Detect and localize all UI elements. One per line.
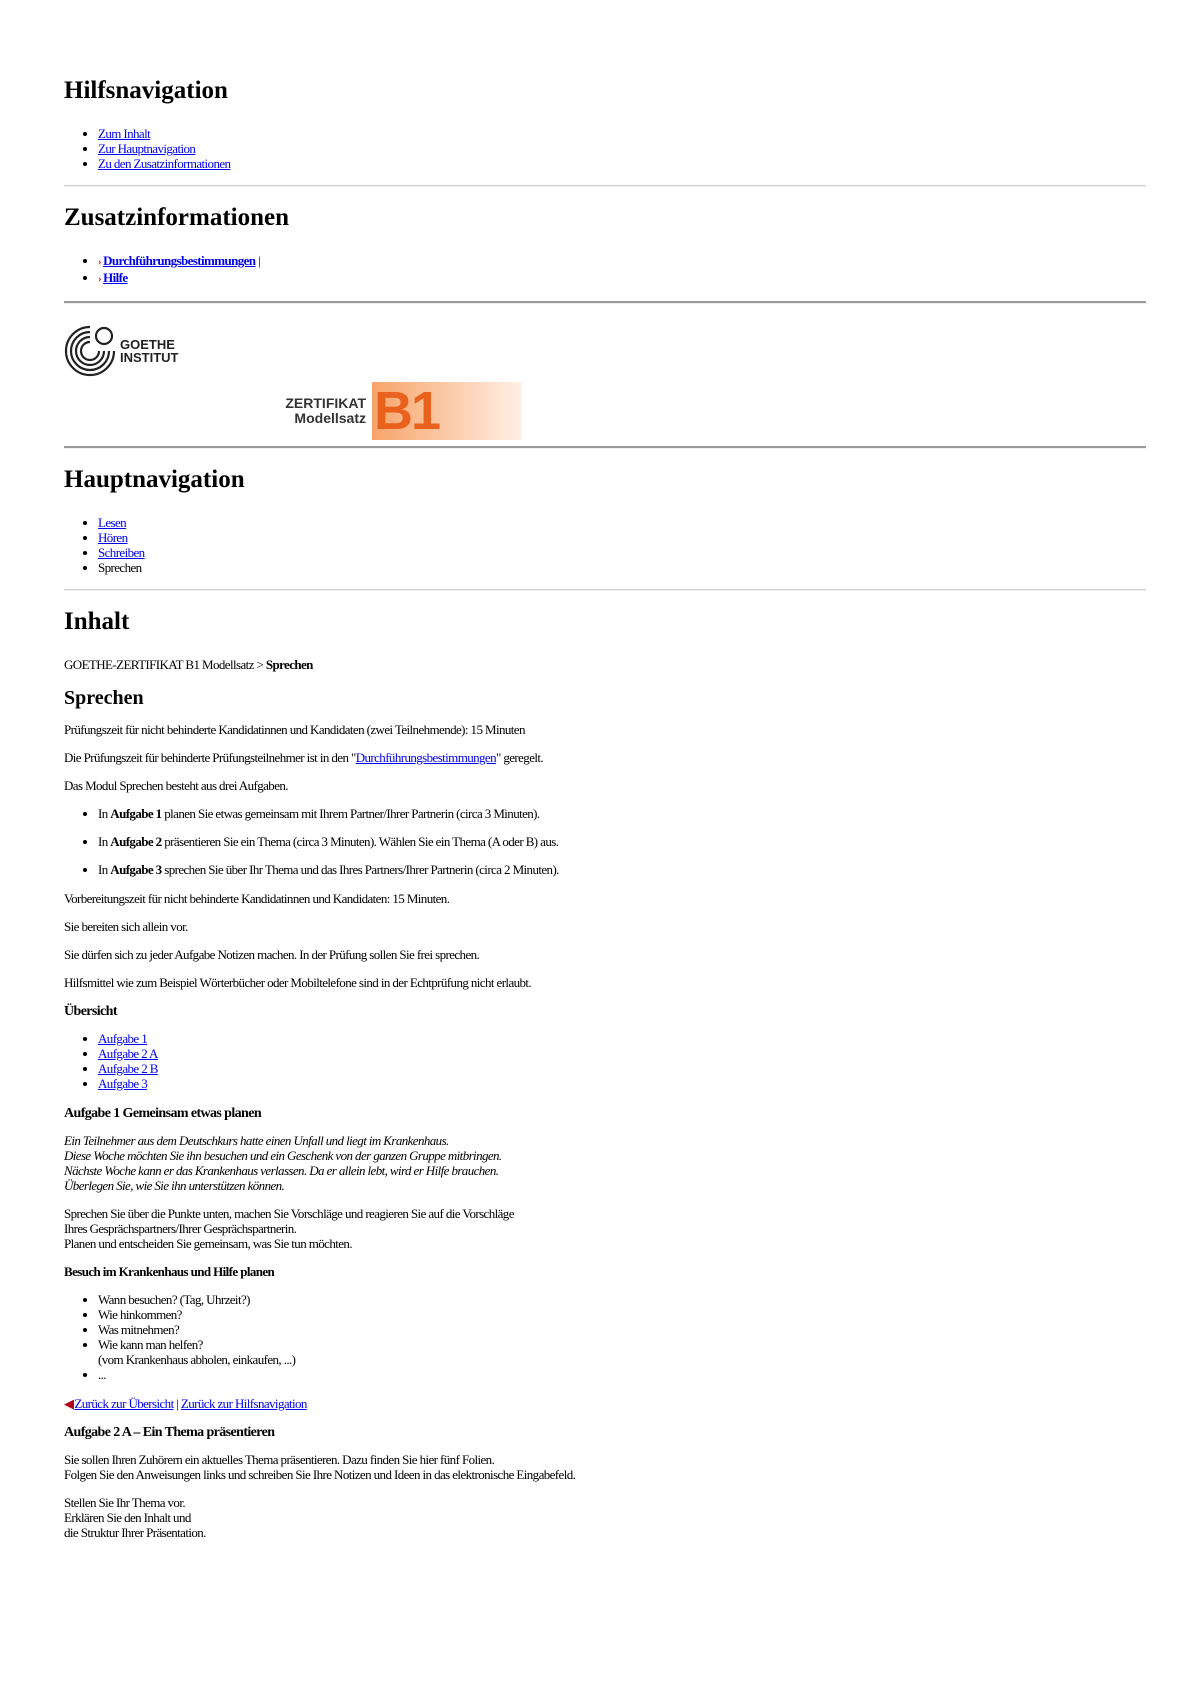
breadcrumb-prefix: GOETHE-ZERTIFIKAT B1 Modellsatz > (64, 657, 266, 672)
task-label: Aufgabe 2 (110, 834, 162, 849)
list-item (98, 834, 1146, 849)
overview-list (64, 1031, 1146, 1091)
aufgabe2a-steps (64, 1495, 1146, 1540)
aufgabe2a-title: Aufgabe 2 A – Ein Thema präsentieren (64, 1425, 275, 1440)
chevron-right-icon: › (98, 273, 102, 285)
scenario-line: Ein Teilnehmer aus dem Deutschkurs hatte einen Unfall und liegt im Krankenhaus. (64, 1133, 449, 1148)
point-subtext: (vom Krankenhaus abholen, einkaufen, ...) (98, 1352, 296, 1367)
chevron-right-icon: › (98, 256, 102, 268)
goethe-line1: GOETHE (120, 337, 175, 352)
list-item (98, 1337, 1146, 1367)
list-item (98, 545, 1146, 560)
divider (64, 185, 1146, 187)
link-zum-inhalt[interactable]: Zum Inhalt (98, 126, 151, 141)
back-arrow-icon: ◀ (64, 1396, 74, 1411)
scenario-line: Nächste Woche kann er das Krankenhaus verlassen. Da er allein lebt, wird er Hilfe brauchen. (64, 1163, 499, 1178)
goethe-logo-mark-icon (64, 325, 116, 377)
allein-text: Sie bereiten sich allein vor. (64, 919, 188, 934)
list-item (98, 141, 1146, 156)
goethe-line2: INSTITUT (120, 350, 179, 365)
text-segment: Die Prüfungszeit für behinderte Prüfungsteilnehmer ist in den " (64, 750, 356, 765)
behinderte-text (64, 750, 1146, 765)
point-text: Wie kann man helfen? (98, 1337, 203, 1352)
intro-line: Sie sollen Ihren Zuhörern ein aktuelles Thema präsentieren. Dazu finden Sie hier fünf Folien. (64, 1452, 495, 1467)
aufgabe1-scenario (64, 1133, 1146, 1193)
aufgabe1-points (64, 1292, 1146, 1382)
page (64, 0, 1146, 1540)
vorbereitungszeit-text: Vorbereitungszeit für nicht behinderte Kandidatinnen und Kandidaten: 15 Minuten. (64, 891, 450, 906)
list-item (98, 1061, 1146, 1076)
list-item (98, 1046, 1146, 1061)
back-links (64, 1396, 1146, 1411)
link-aufgabe-3[interactable]: Aufgabe 3 (98, 1076, 148, 1091)
section-title: Sprechen (64, 687, 144, 709)
link-durchfuehrungsbestimmungen-inline[interactable]: Durchführungsbestimmungen (355, 750, 496, 765)
scenario-line: Überlegen Sie, wie Sie ihn unterstützen können. (64, 1178, 285, 1193)
link-aufgabe-2a[interactable]: Aufgabe 2 A (98, 1046, 158, 1061)
b1-badge: B1 (374, 381, 440, 441)
list-item (98, 270, 1146, 287)
list-item (98, 862, 1146, 877)
task-label: Aufgabe 1 (110, 806, 162, 821)
banner-line2: Modellsatz (294, 410, 366, 426)
task-label: Aufgabe 3 (110, 862, 162, 877)
link-zu-zusatzinformationen[interactable]: Zu den Zusatzinformationen (98, 156, 231, 171)
nav-lesen[interactable]: Lesen (98, 515, 127, 530)
link-zur-hauptnavigation[interactable]: Zur Hauptnavigation (98, 141, 196, 156)
instruction-line: Planen und entscheiden Sie gemeinsam, was Sie tun möchten. (64, 1236, 352, 1251)
text-segment: sprechen Sie über Ihr Thema und das Ihres Partners/Ihrer Partnerin (circa 2 Minuten). (161, 862, 559, 877)
link-zurueck-uebersicht[interactable]: Zurück zur Übersicht (74, 1396, 174, 1411)
hauptnav-title: Hauptnavigation (64, 466, 245, 493)
hilfsmittel-text: Hilfsmittel wie zum Beispiel Wörterbücher oder Mobiltelefone sind in der Echtprüfung nicht erlaubt. (64, 975, 532, 990)
divider (64, 301, 1146, 304)
instruction-line: Ihres Gesprächspartners/Ihrer Gesprächspartnerin. (64, 1221, 297, 1236)
list-item: • ... (98, 1367, 1146, 1382)
step-line: Erklären Sie den Inhalt und (64, 1510, 191, 1525)
list-item (98, 560, 1146, 575)
step-line: die Struktur Ihrer Präsentation. (64, 1525, 206, 1540)
separator: | (258, 253, 261, 268)
divider (64, 446, 1146, 449)
instruction-line: Sprechen Sie über die Punkte unten, machen Sie Vorschläge und reagieren Sie auf die Vorschläge (64, 1206, 514, 1221)
link-durchfuehrungsbestimmungen[interactable]: Durchführungsbestimmungen (103, 253, 256, 268)
modul-text: Das Modul Sprechen besteht aus drei Aufgaben. (64, 778, 288, 793)
notizen-text: Sie dürfen sich zu jeder Aufgabe Notizen machen. In der Prüfung sollen Sie frei sprechen. (64, 947, 480, 962)
text-segment: In (98, 806, 111, 821)
aufgabe1-subtitle (64, 1264, 1146, 1279)
overview-title: Übersicht (64, 1004, 117, 1019)
inhalt-title: Inhalt (64, 608, 130, 635)
text-segment: " geregelt. (495, 750, 544, 765)
list-item (98, 1076, 1146, 1091)
text-segment: In (98, 862, 111, 877)
link-hilfe[interactable]: Hilfe (103, 270, 128, 285)
intro-line: Folgen Sie den Anweisungen links und schreiben Sie Ihre Notizen und Ideen in das elektronische Eingabefeld. (64, 1467, 576, 1482)
list-item: • Wie hinkommen? (98, 1307, 1146, 1322)
subtitle-text: Besuch im Krankenhaus und Hilfe planen (64, 1264, 275, 1279)
tasks-list (64, 806, 1146, 877)
list-item: • Was mitnehmen? (98, 1322, 1146, 1337)
step-line: Stellen Sie Ihr Thema vor. (64, 1495, 185, 1510)
list-item (98, 253, 1146, 270)
link-zurueck-hilfsnavigation[interactable]: Zurück zur Hilfsnavigation (180, 1396, 307, 1411)
list-item (98, 806, 1146, 821)
text-segment: In (98, 834, 111, 849)
goethe-logo[interactable] (64, 320, 1146, 382)
text-segment: präsentieren Sie ein Thema (circa 3 Minuten). Wählen Sie ein Thema (A oder B) aus. (161, 834, 559, 849)
list-item: • Wann besuchen? (Tag, Uhrzeit?) (98, 1292, 1146, 1307)
aufgabe1-instructions (64, 1206, 1146, 1251)
zertifikat-b1-banner (274, 382, 522, 440)
list-item (98, 530, 1146, 545)
link-aufgabe-1[interactable]: Aufgabe 1 (98, 1031, 148, 1046)
list-item (98, 156, 1146, 171)
separator: | (176, 1396, 179, 1411)
zusatz-list (64, 253, 1146, 287)
goethe-wordmark (120, 338, 179, 364)
hilfsnav-list (64, 126, 1146, 171)
banner-text (274, 396, 372, 426)
breadcrumb-current: Sprechen (265, 657, 313, 672)
banner-line1: ZERTIFIKAT (285, 395, 366, 411)
aufgabe1-title: Aufgabe 1 Gemeinsam etwas planen (64, 1106, 262, 1121)
hauptnav-list (64, 515, 1146, 575)
zusatz-title: Zusatzinformationen (64, 204, 289, 231)
breadcrumb (64, 657, 1146, 672)
nav-hoeren[interactable]: Hören (98, 530, 128, 545)
scenario-line: Diese Woche möchten Sie ihn besuchen und ein Geschenk von der ganzen Gruppe mitbringen. (64, 1148, 502, 1163)
text-segment: planen Sie etwas gemeinsam mit Ihrem Partner/Ihrer Partnerin (circa 3 Minuten). (161, 806, 540, 821)
link-aufgabe-2b[interactable]: Aufgabe 2 B (98, 1061, 158, 1076)
list-item (98, 515, 1146, 530)
list-item (98, 1031, 1146, 1046)
divider (64, 589, 1146, 591)
nav-schreiben[interactable]: Schreiben (98, 545, 145, 560)
pruefungszeit-text: Prüfungszeit für nicht behinderte Kandidatinnen und Kandidaten (zwei Teilnehmende): 15 Minuten (64, 722, 525, 737)
list-item (98, 126, 1146, 141)
hilfsnav-title: Hilfsnavigation (64, 77, 228, 104)
nav-sprechen-current: Sprechen (98, 560, 142, 575)
aufgabe2a-intro (64, 1452, 1146, 1482)
